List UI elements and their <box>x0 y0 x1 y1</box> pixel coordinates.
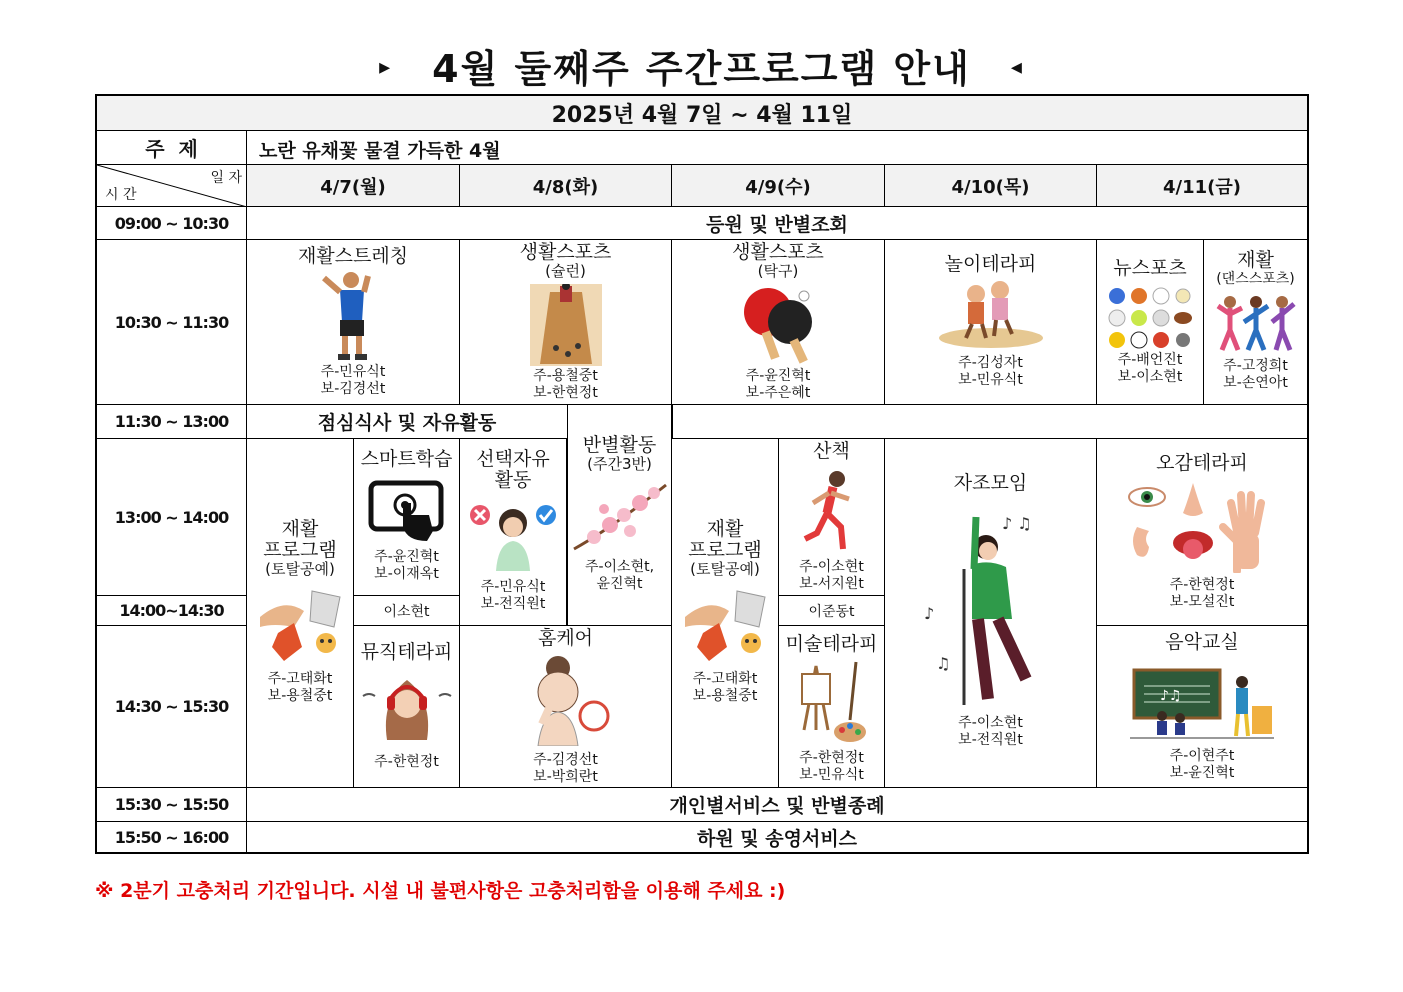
notice-text: ※ 2분기 고충처리 기간입니다. 시설 내 불편사항은 고충처리함을 이용해 주세요 :) <box>95 880 786 902</box>
day-tue: 4/8(화) <box>460 165 672 207</box>
program-mon-rehab <box>247 439 354 788</box>
arrival-row: 등원 및 반별조회 <box>247 207 1307 240</box>
lunch-empty <box>672 405 1307 439</box>
staff-assist: 보-전직원t <box>480 596 546 612</box>
program-walk <box>779 439 885 596</box>
program-title: 산책 <box>813 440 850 462</box>
staff-assist: 보-서지원t <box>799 576 864 592</box>
program-title: 생활스포츠 <box>519 241 612 263</box>
program-title-2: 프로그램 <box>263 539 337 561</box>
staff-main: 주-한현정t <box>374 754 439 770</box>
staff-assist: 보-용철중t <box>267 688 333 704</box>
program-thu-morning <box>885 240 1097 405</box>
day-mon: 4/7(월) <box>247 165 460 207</box>
dancers-icon <box>1214 294 1298 356</box>
corner-bottom-label: 시 간 <box>105 187 137 203</box>
individual-service-row: 개인별서비스 및 반별종례 <box>247 788 1307 822</box>
music-classroom-icon <box>1130 666 1274 742</box>
ping-pong-icon <box>738 284 818 366</box>
program-sub: (토탈공예) <box>690 560 760 578</box>
program-title: 홈케어 <box>537 627 594 649</box>
playing-children-icon <box>938 280 1044 350</box>
staff-assist: 보-김경선t <box>320 381 386 397</box>
staff-main: 주-이소현t <box>958 715 1023 731</box>
staff-main: 주-용철중t <box>533 368 598 384</box>
staff-assist: 보-민유식t <box>799 767 864 783</box>
staff-main: 주-고태화t <box>267 671 333 687</box>
program-music-therapy <box>354 626 460 788</box>
lunch-row: 점심식사 및 자유활동 <box>247 405 567 439</box>
walk-extra-staff: 이준동t <box>779 596 885 626</box>
program-title: 미술테라피 <box>785 633 878 655</box>
right-triangle-icon: ◂ <box>1010 55 1024 80</box>
svg-text:♫: ♫ <box>935 654 950 673</box>
staff-main: 주-한현정t <box>799 750 864 766</box>
staff-main: 주-고태화t <box>692 671 758 687</box>
program-class-activity <box>567 405 672 626</box>
svg-text:♪♫: ♪♫ <box>1160 688 1182 704</box>
tablet-touch-icon <box>367 479 447 545</box>
staff-assist: 보-윤진혁t <box>1169 765 1235 781</box>
sports-balls-icon <box>1107 286 1193 350</box>
staff-assist: 윤진혁t <box>596 576 643 592</box>
time-1430: 14:30 ~ 15:30 <box>97 626 247 788</box>
staff-assist: 보-모설진t <box>1169 594 1235 610</box>
shuffleboard-icon <box>530 284 602 366</box>
headphones-girl-icon <box>359 670 455 740</box>
staff-main: 주-이소현t, <box>584 559 655 575</box>
program-wed-morning <box>672 240 885 405</box>
program-title: 오감테라피 <box>1156 452 1248 474</box>
time-0900: 09:00 ~ 10:30 <box>97 207 247 240</box>
staff-assist: 보-전직원t <box>958 732 1023 748</box>
program-title: 재활스트레칭 <box>297 245 409 267</box>
choice-girl-icon <box>468 501 558 571</box>
staff-main: 주-윤진혁t <box>374 549 439 565</box>
departure-row: 하원 및 송영서비스 <box>247 822 1307 852</box>
theme-label: 주 제 <box>97 131 247 165</box>
schedule-table <box>95 94 1309 854</box>
program-art-therapy <box>779 626 885 788</box>
program-smart-learning <box>354 439 460 596</box>
five-senses-icon <box>1127 481 1277 573</box>
program-title: 생활스포츠 <box>732 241 824 263</box>
origami-craft-icon <box>254 587 346 667</box>
program-title: 스마트학습 <box>360 448 453 470</box>
program-title: 반별활동 <box>582 434 657 456</box>
theme-value: 노란 유채꽃 물결 가득한 4월 <box>247 131 1307 165</box>
origami-craft-icon <box>679 587 771 667</box>
day-fri: 4/11(금) <box>1097 165 1307 207</box>
corner-cell <box>97 165 247 207</box>
program-wed-rehab <box>672 439 779 788</box>
program-title-1: 재활 <box>281 518 319 540</box>
program-title: 뉴스포츠 <box>1113 257 1187 279</box>
program-choice-activity <box>460 439 567 626</box>
program-senses-therapy <box>1097 439 1307 626</box>
left-triangle-icon: ▸ <box>379 55 393 80</box>
runner-icon <box>797 469 867 555</box>
program-sub: (주간3반) <box>587 455 652 473</box>
day-wed: 4/9(수) <box>672 165 885 207</box>
svg-text:♪ ♫: ♪ ♫ <box>1001 514 1032 533</box>
staff-assist: 보-손연아t <box>1223 375 1288 391</box>
day-thu: 4/10(목) <box>885 165 1097 207</box>
program-tue-morning <box>460 240 672 405</box>
program-sub: (토탈공예) <box>265 560 335 578</box>
time-1550: 15:50 ~ 16:00 <box>97 822 247 852</box>
corner-top-label: 일 자 <box>210 170 242 186</box>
program-sub: (탁구) <box>757 262 799 280</box>
program-title: 재활 <box>1237 249 1274 271</box>
staff-main: 주-김성자t <box>958 355 1023 371</box>
time-1030: 10:30 ~ 11:30 <box>97 240 247 405</box>
program-title-1: 재활 <box>706 518 744 540</box>
staff-assist: 보-민유식t <box>958 372 1023 388</box>
time-1300: 13:00 ~ 14:00 <box>97 439 247 596</box>
program-title: 뮤직테라피 <box>360 641 453 663</box>
stretching-person-icon <box>318 270 388 362</box>
program-title-2: 프로그램 <box>688 539 762 561</box>
program-title: 음악교실 <box>1165 631 1239 653</box>
staff-main: 주-배언진t <box>1117 352 1183 368</box>
staff-main: 주-민유식t <box>480 579 546 595</box>
program-title-2: 활동 <box>494 469 532 491</box>
easel-palette-icon <box>794 660 870 744</box>
program-title-1: 선택자유 <box>476 448 550 470</box>
staff-assist: 보-이소현t <box>1117 369 1183 385</box>
singer-icon <box>916 509 1066 709</box>
staff-main: 주-고정희t <box>1223 358 1288 374</box>
staff-assist: 보-용철중t <box>692 688 758 704</box>
time-1530: 15:30 ~ 15:50 <box>97 788 247 822</box>
program-fri-morning-b <box>1204 240 1307 405</box>
week-range: 2025년 4월 7일 ~ 4월 11일 <box>97 96 1307 131</box>
staff-assist: 보-주은혜t <box>745 385 811 401</box>
staff-main: 주-민유식t <box>320 364 386 380</box>
staff-main: 주-윤진혁t <box>745 368 811 384</box>
staff-assist: 보-박희란t <box>533 769 598 785</box>
staff-assist: 보-한현정t <box>533 385 598 401</box>
svg-text:♪: ♪ <box>923 604 934 623</box>
smart-extra-staff: 이소현t <box>354 596 460 626</box>
program-sub: (댄스스포츠) <box>1216 271 1295 287</box>
staff-main: 주-이소현t <box>799 559 864 575</box>
program-self-help <box>885 439 1097 788</box>
program-sub: (슐런) <box>545 262 586 280</box>
program-home-care <box>460 626 672 788</box>
program-fri-morning-a <box>1097 240 1204 405</box>
title-text: 4월 둘째주 주간프로그램 안내 <box>432 47 971 91</box>
staff-assist: 보-이재옥t <box>374 566 439 582</box>
time-1130: 11:30 ~ 13:00 <box>97 405 247 439</box>
program-mon-morning <box>247 240 460 405</box>
staff-main: 주-이현주t <box>1169 748 1235 764</box>
program-title: 자조모임 <box>953 472 1028 494</box>
staff-main: 주-김경선t <box>533 752 598 768</box>
page-title <box>0 38 1403 93</box>
skincare-woman-icon <box>518 654 614 746</box>
program-music-class <box>1097 626 1307 788</box>
staff-main: 주-한현정t <box>1169 577 1235 593</box>
program-title: 놀이테라피 <box>944 253 1037 275</box>
time-1400: 14:00~14:30 <box>97 596 247 626</box>
cherry-blossom-icon <box>570 479 670 559</box>
